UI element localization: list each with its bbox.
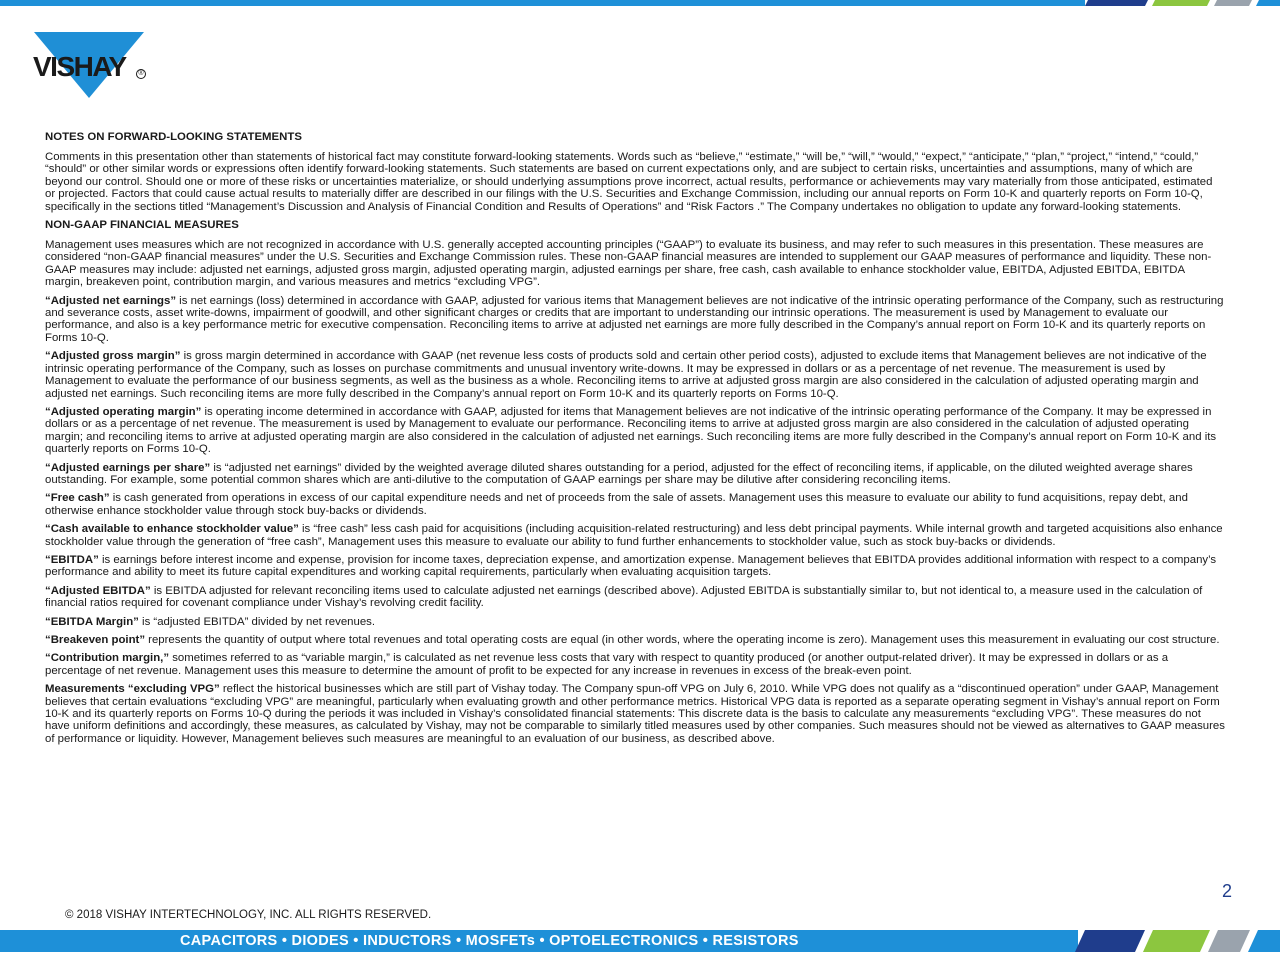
term: “Adjusted EBITDA” xyxy=(45,584,151,597)
definition-ebitda xyxy=(45,554,1225,579)
paragraph xyxy=(45,239,1225,289)
page-number: 2 xyxy=(1222,881,1233,901)
definition-cash-available xyxy=(45,523,1225,548)
term: “Adjusted earnings per share” xyxy=(45,461,211,474)
registered-mark: ® xyxy=(136,69,146,79)
term: “Contribution margin,” xyxy=(45,652,170,665)
term: Measurements “excluding VPG” xyxy=(45,683,220,696)
definition-contribution-margin xyxy=(45,652,1225,677)
paragraph-text: is EBITDA adjusted for relevant reconciling items used to calculate adjusted net earnings (described above). Adjusted EBITDA is substantially similar to, but not identical to, a measure used in the calculation of financial ratios required for covenant compliance under Vishay’s revolving credit facility. xyxy=(45,584,1203,610)
paragraph-text: Management uses measures which are not recognized in accordance with U.S. generally accepted accounting principles (“GAAP”) to evaluate its business, and may refer to such measures in this presentation. These measures are considered “non-GAAP financial measures” under the U.S. Securities and Exchange Commission rules. These non-GAAP financial measures are intended to supplement our GAAP measures of performance and liquidity. These non-GAAP measures may include: adjusted net earnings, adjusted gross margin, adjusted operating margin, adjusted earnings per share, free cash, cash available to enhance stockholder value, EBITDA, Adjusted EBITDA, EBITDA margin, breakeven point, contribution margin, and various measures and metrics “excluding VPG”. xyxy=(45,239,1212,289)
paragraph-text: Comments in this presentation other than statements of historical fact may constitute forward-looking statements. Words such as “believe,” “estimate,” “will be,” “will,” “would,” “expect,” “anticipate,” “plan,” “project,” “intend,” “could,” “should” or other similar words or expressions often identify forward-looking statements. Such statements are based on current expectations only, and are subject to certain risks, uncertainties and assumptions, many of which are beyond our control. Should one or more of these risks or uncertainties materialize, or should underlying assumptions prove incorrect, actual results, performance or achievements may vary materially from those anticipated, estimated or projected. Factors that could cause actual results to materially differ are described in our filings with the U.S. Securities and Exchange Commission, including our annual reports on Form 10-K and quarterly reports on Form 10-Q, specifically in the sections titled “Management’s Discussion and Analysis of Financial Condition and Results of Operations” and “Risk Factors .” The Company undertakes no obligation to update any forward-looking statements. xyxy=(45,151,1213,213)
paragraph-text: is operating income determined in accordance with GAAP, adjusted for items that Management believes are not indicative of the intrinsic operating performance of the Company. It may be expressed in dollars or as a percentage of net revenue. The measurement is used by Management to evaluate our performance. Reconciling items to arrive at adjusted gross margin are also considered in the calculation of adjusted operating margin; and reconciling items to arrive at adjusted operating margin are also considered in the calculation of adjusted net earnings. Such reconciling items are more fully described in the Company’s annual report on Form 10-K and its quarterly reports on Forms 10-Q. xyxy=(45,405,1217,456)
definition-ebitda-margin xyxy=(45,616,1225,628)
term: “Breakeven point” xyxy=(45,634,146,646)
definition-excluding-vpg xyxy=(45,683,1225,745)
definition-free-cash xyxy=(45,492,1225,517)
forward-looking-section xyxy=(45,131,1225,213)
logo-wordmark: VISHAY xyxy=(33,51,126,82)
definition-adjusted-ebitda xyxy=(45,585,1225,610)
term: “Free cash” xyxy=(45,492,110,505)
term: “Cash available to enhance stockholder value” xyxy=(45,523,299,536)
paragraph-text: is gross margin determined in accordance with GAAP (net revenue less costs of products sold and certain other period costs), adjusted to exclude items that Management believes are not indicative of the intrinsic operating performance of the Company, such as losses on purchase commitments and unusual inventory write-downs. It may be expressed in dollars or as a percentage of net revenue. The measurement is used by Management to evaluate the performance of our business segments, as well as the business as a whole. Reconciling items to arrive at adjusted gross margin are also considered in the calculation of adjusted operating margin and adjusted net earnings. Such reconciling items are more fully described in the Company’s annual report on Form 10-K and its quarterly reports on Forms 10-Q. xyxy=(45,350,1207,400)
definition-adjusted-gross-margin xyxy=(45,350,1225,400)
term: “EBITDA Margin” xyxy=(45,615,139,628)
paragraph-text: sometimes referred to as “variable margin,” is calculated as net revenue less costs that vary with respect to quantity produced (or another output-related driver). It may be expressed in dollars or as a percentage of net revenue. Management uses this measure to determine the amount of profit to be expected for any increase in revenues in excess of the break-even point. xyxy=(45,652,1169,677)
paragraph xyxy=(45,151,1225,213)
definition-breakeven-point xyxy=(45,634,1225,646)
non-gaap-section xyxy=(45,219,1225,745)
copyright-notice: © 2018 VISHAY INTERTECHNOLOGY, INC. ALL RIGHTS RESERVED. xyxy=(65,909,432,921)
definition-adjusted-operating-margin xyxy=(45,406,1225,456)
paragraph-text: is net earnings (loss) determined in accordance with GAAP, adjusted for various items that Management believes are not indicative of the intrinsic operating performance of the Company, such as restructuring and severance costs, asset write-downs, impairment of goodwill, and other significant charges or credits that are important to understanding our intrinsic operations. The measurement is used by Management to evaluate our performance, and also is a key performance metric for executive compensation. Reconciling items to arrive at adjusted net earnings are more fully described in the Company’s annual report on Form 10-K and its quarterly reports on Forms 10-Q. xyxy=(45,294,1224,344)
paragraph-text: is earnings before interest income and expense, provision for income taxes, depreciation expense, and amortization expense. Management believes that EBITDA provides additional information with respect to a company’s performance and ability to meet its future capital expenditures and working capital requirements, particularly when evaluating acquisition targets. xyxy=(45,553,1217,579)
section-title: NON-GAAP FINANCIAL MEASURES xyxy=(45,219,239,232)
definition-adjusted-net-earnings xyxy=(45,295,1225,345)
products-banner-text: CAPACITORS • DIODES • INDUCTORS • MOSFETs • OPTOELECTRONICS • RESISTORS xyxy=(180,933,799,949)
definition-adjusted-eps xyxy=(45,462,1225,487)
term: “Adjusted gross margin” xyxy=(45,350,181,363)
paragraph-text: is “adjusted net earnings” divided by the weighted average diluted shares outstanding for a period, adjusted for the effect of reconciling items, if applicable, on the diluted weighted average shares outstanding. For example, some potential common shares which are anti-dilutive to the computation of GAAP earnings per share may be dilutive after considering reconciling items. xyxy=(45,461,1193,486)
section-title: NOTES ON FORWARD-LOOKING STATEMENTS xyxy=(45,131,302,143)
term: “Adjusted operating margin” xyxy=(45,405,202,418)
top-brand-stripe xyxy=(0,0,1280,6)
term: “Adjusted net earnings” xyxy=(45,294,177,307)
paragraph-text: is “adjusted EBITDA” divided by net revenues. xyxy=(138,615,376,628)
term: “EBITDA” xyxy=(45,553,99,566)
paragraph-text: reflect the historical businesses which are still part of Vishay today. The Company spun-off VPG on July 6, 2010. While VPG does not qualify as a “discontinued operation” under GAAP, Management believes that certain evaluations “excluding VPG” are meaningful, particularly when evaluating growth and other performance metrics. Historical VPG data is reported as a separate operating segment in Vishay’s annual report on Form 10-K and its quarterly reports on Forms 10-Q during the periods it was included in Vishay’s consolidated financial statements: This discrete data is the basis to calculate any measurements “excluding VPG”. These measures do not have uniform definitions and accordingly, these measures, as calculated by Vishay, may not be comparable to similarly titled measures used by other companies. Such measures should not be viewed as alternatives to GAAP measures of performance or liquidity. However, Management believes such measures are meaningful to an evaluation of our business, as described above. xyxy=(45,683,1225,745)
document-body xyxy=(45,131,1225,751)
paragraph-text: represents the quantity of output where total revenues and total operating costs are equal (in other words, where the operating income is zero). Management uses this measurement in evaluating our cost structure. xyxy=(145,634,1220,646)
paragraph-text: is cash generated from operations in excess of our capital expenditure needs and net of proceeds from the sale of assets. Management uses this measure to evaluate our ability to fund acquisitions, repay debt, and otherwise enhance stockholder value through stock buy-backs or dividends. xyxy=(45,492,1188,517)
paragraph-text: is “free cash” less cash paid for acquisitions (including acquisition-related restructuring) and less debt principal payments. While internal growth and targeted acquisitions also enhance stockholder value through the generation of “free cash”, Management uses this measure to evaluate our ability to fund further enhancements to stockholder value, such as stock buy-backs or dividends. xyxy=(45,523,1223,548)
